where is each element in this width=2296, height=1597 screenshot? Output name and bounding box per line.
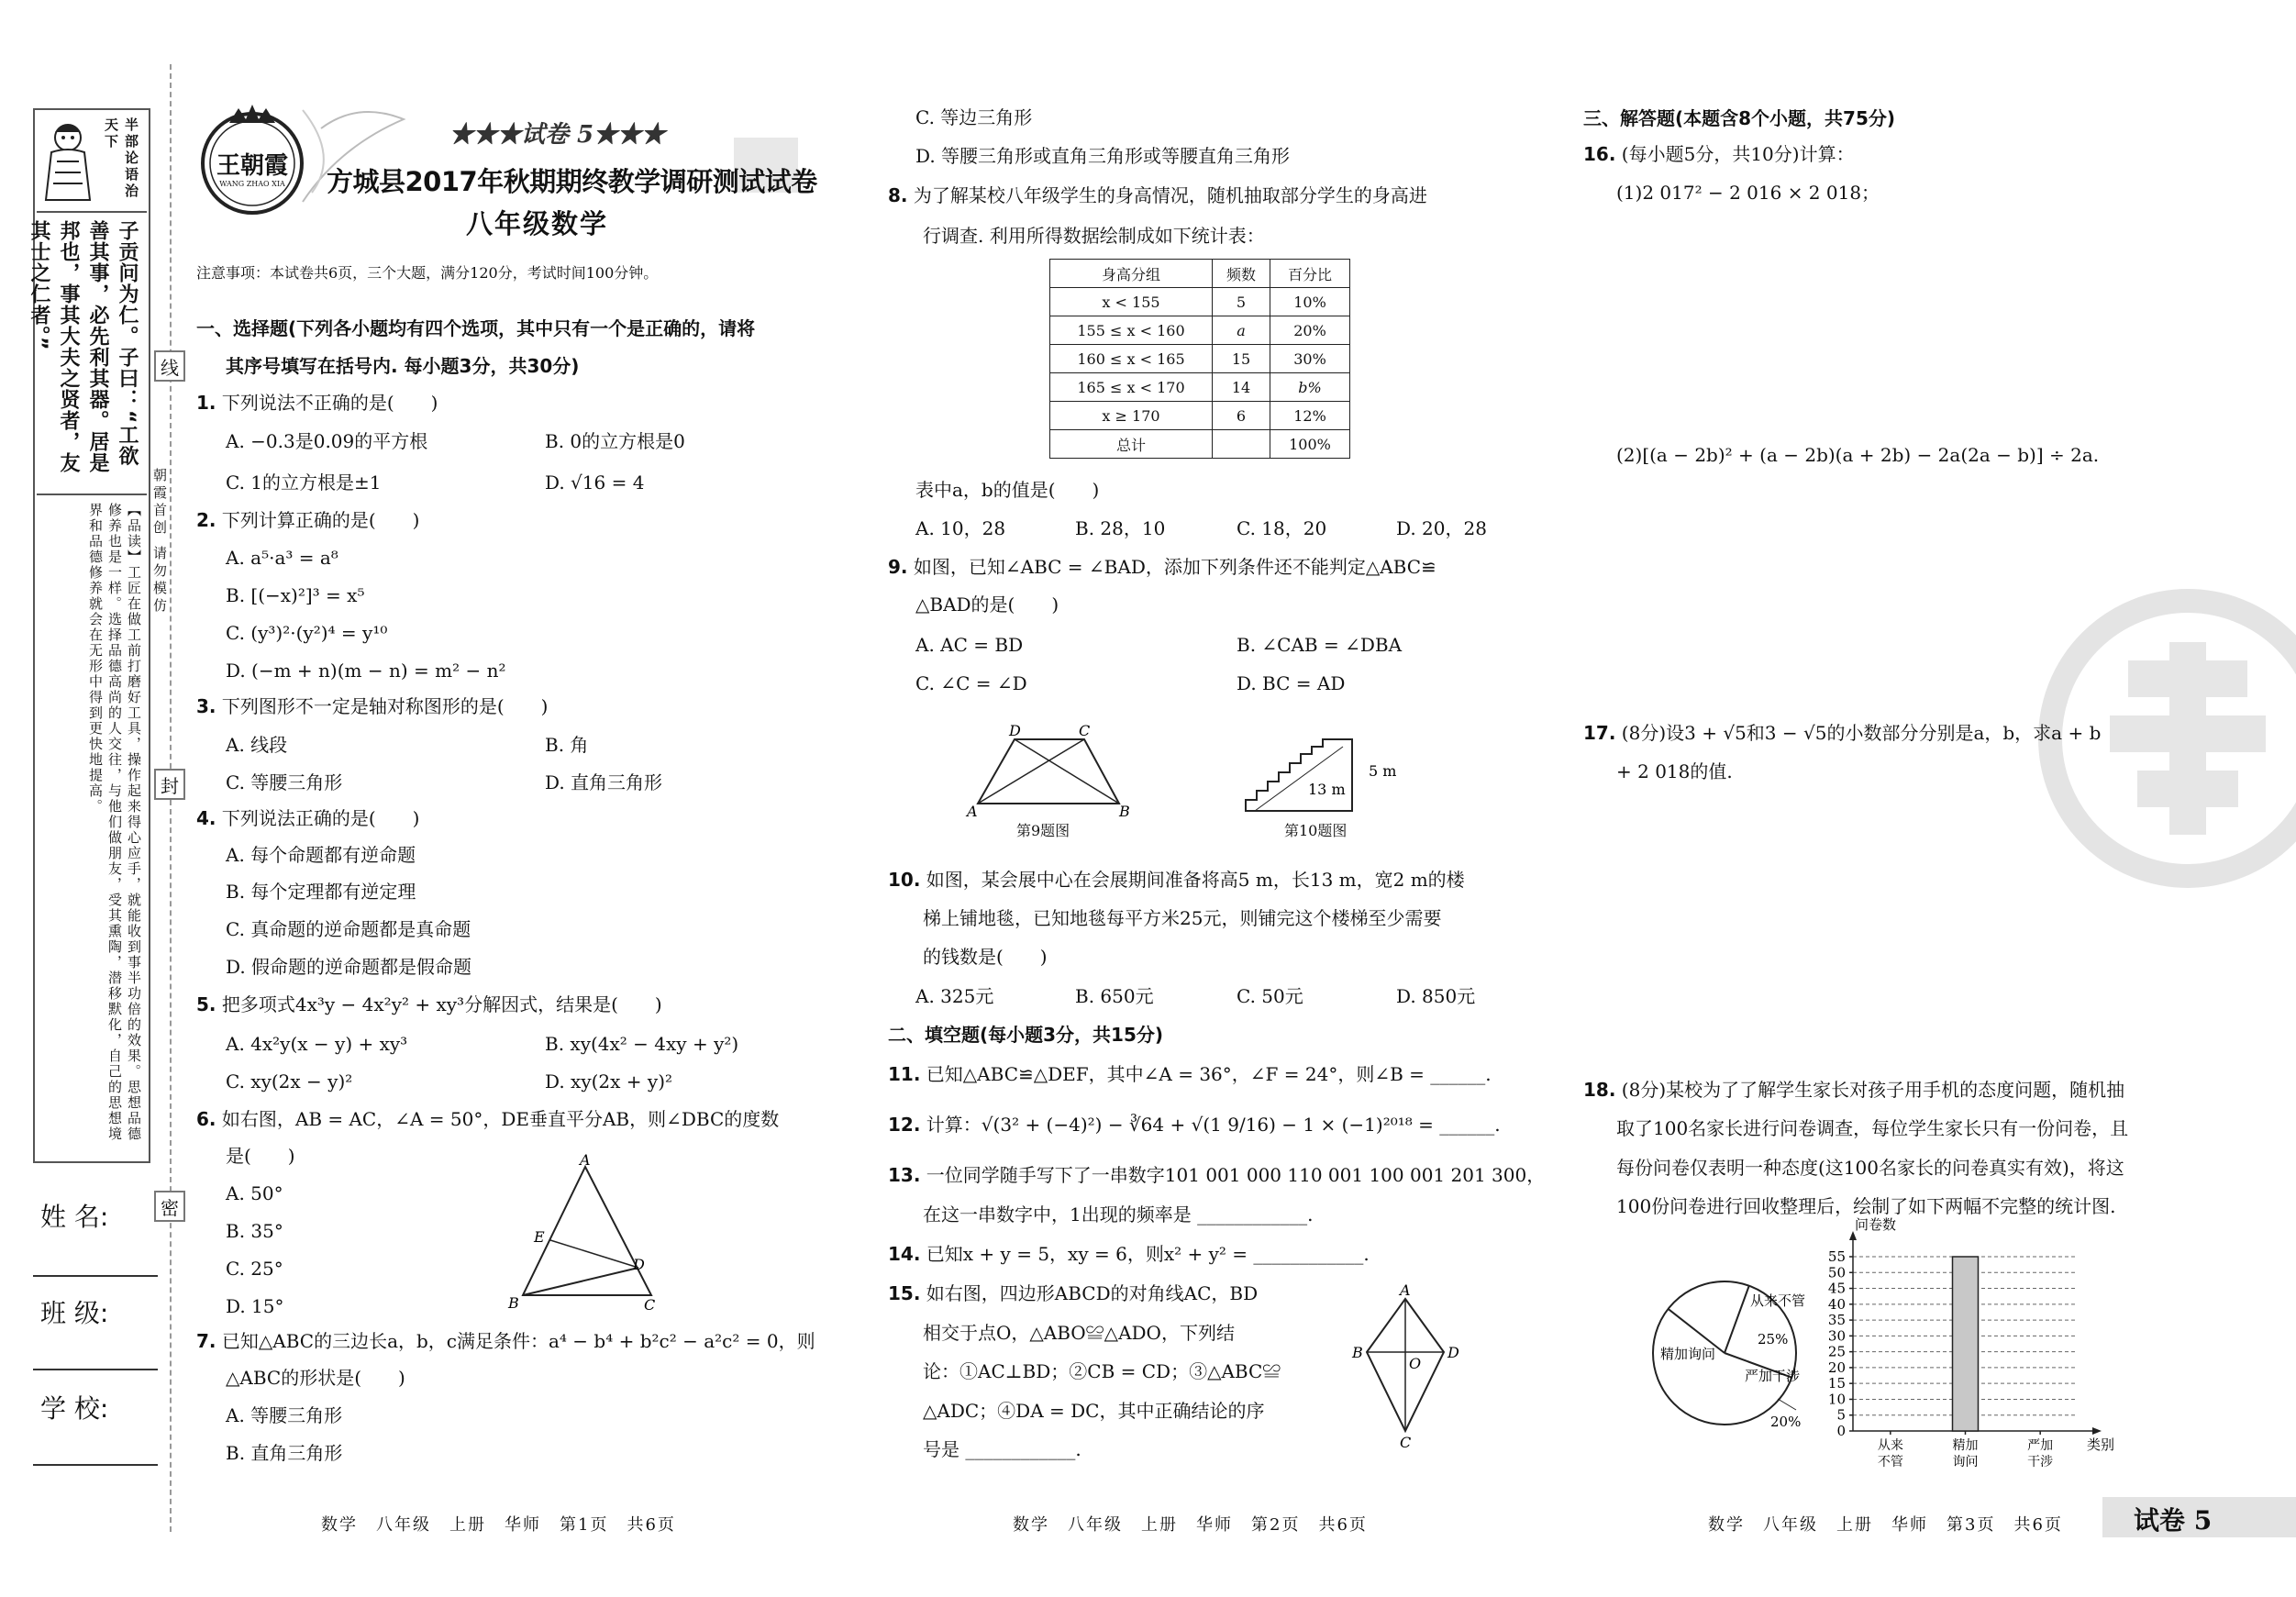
q15-label-b: B xyxy=(1352,1344,1363,1361)
table-row xyxy=(1050,402,1350,430)
q18-text: (8分)某校为了了解学生家长对孩子用手机的态度问题，随机抽 xyxy=(1621,1079,2125,1101)
q15-label-d: D xyxy=(1447,1344,1459,1361)
sidebar-commentary: 【品读】工匠在做工前打磨好工具，操作起来得心应手，就能收到事半功倍的效果。思想品德修养也是一样。选择品德高尚的人交往，与他们做朋友，受其熏陶，潜移默化，自己的思想境界和品德修养就会在无形中得到更快地提高。 xyxy=(87,503,142,1142)
q5-stem xyxy=(196,992,662,1017)
q18-stem3: 每份问卷仅表明一种态度(这100名家长的问卷真实有效)，将这 xyxy=(1616,1157,2124,1179)
table-header-row xyxy=(1050,260,1350,288)
q7-option-b[interactable]: B. 直角三角形 xyxy=(226,1442,343,1464)
q5-option-a[interactable]: A. 4x²y(x − y) + xy³ xyxy=(226,1033,408,1055)
q9-caption: 第9题图 xyxy=(1016,822,1070,839)
q9-stem xyxy=(888,554,1436,580)
q7-option-d[interactable]: D. 等腰三角形或直角三角形或等腰直角三角形 xyxy=(915,145,1291,167)
table-cell: 160 ≤ x < 165 xyxy=(1050,345,1213,373)
fold-notice: 朝霞首创 请勿模仿 xyxy=(150,468,170,651)
q10-option-b[interactable]: B. 650元 xyxy=(1075,985,1154,1007)
table-header-cell: 频数 xyxy=(1213,260,1270,288)
q13-num: 13. xyxy=(888,1164,921,1186)
q4-text: 下列说法正确的是( ) xyxy=(221,807,420,829)
q9-option-a[interactable]: A. AC = BD xyxy=(915,634,1024,656)
q18-stem2: 取了100名家长进行问卷调查，每位学生家长只有一份问卷，且 xyxy=(1616,1117,2129,1139)
pie-label-never-text: 从来不管 xyxy=(1750,1292,1806,1309)
table-cell xyxy=(1213,430,1270,459)
q5-num: 5. xyxy=(196,993,216,1015)
q10-option-c[interactable]: C. 50元 xyxy=(1237,985,1303,1007)
pie-callout-line xyxy=(1778,1399,1796,1410)
y-tick-label: 35 xyxy=(1827,1312,1846,1329)
q7-text: 已知△ABC的三边长a，b，c满足条件：a⁴ − b⁴ + b²c² − a²c² = 0，则 xyxy=(221,1330,815,1352)
q1-num: 1. xyxy=(196,392,216,414)
x-tick-label: 严加 xyxy=(2027,1438,2054,1453)
q4-option-a[interactable]: A. 每个命题都有逆命题 xyxy=(226,844,416,866)
y-tick-label: 30 xyxy=(1827,1327,1846,1345)
q18-stem xyxy=(1583,1077,2124,1103)
x-axis-label: 类别 xyxy=(2087,1436,2115,1453)
logo-sub: WANG ZHAO XIA xyxy=(219,180,285,188)
pie-label-never xyxy=(1750,1292,1805,1309)
q1-text: 下列说法不正确的是( ) xyxy=(221,392,438,414)
q3-stem xyxy=(196,693,548,719)
footer-page2: 数学 八年级 上册 华师 第2页 共6页 xyxy=(1013,1515,1368,1535)
q14-stem xyxy=(888,1241,1370,1267)
q6-label-b: B xyxy=(508,1294,519,1312)
q8-after: 表中a，b的值是( ) xyxy=(915,479,1100,501)
table-cell: a xyxy=(1213,316,1270,345)
q16-part1: (1)2 017² − 2 016 × 2 018； xyxy=(1616,182,1880,204)
y-tick-label: 5 xyxy=(1836,1406,1846,1424)
q5-option-d[interactable]: D. xy(2x + y)² xyxy=(545,1070,673,1092)
q15-label-c: C xyxy=(1400,1434,1412,1451)
table-row xyxy=(1050,316,1350,345)
x-tick-label: 询问 xyxy=(1952,1455,1979,1469)
q16-part2: (2)[(a − 2b)² + (a − 2b)(a + 2b) − 2a(2a − b)] ÷ 2a. xyxy=(1616,444,2100,466)
q9-figure xyxy=(967,722,1141,826)
paper-number: ★★★试卷 5★★★ xyxy=(449,121,666,149)
q5-option-b[interactable]: B. xy(4x² − 4xy + y²) xyxy=(545,1033,739,1055)
table-cell: 15 xyxy=(1213,345,1270,373)
q8-option-b[interactable]: B. 28，10 xyxy=(1075,517,1166,539)
bar-chart xyxy=(1807,1216,2119,1469)
q13-text: 一位同学随手写下了一串数字101 001 000 110 001 100 001 201 300， xyxy=(926,1164,1546,1186)
q15-stem4: △ADC；④DA = DC，其中正确结论的序 xyxy=(923,1400,1265,1422)
q2-option-d[interactable]: D. (−m + n)(m − n) = m² − n² xyxy=(226,660,506,682)
table-cell: 总计 xyxy=(1050,430,1213,459)
paper-subject: 八年级数学 xyxy=(466,208,609,239)
table-cell: b% xyxy=(1270,373,1350,402)
pie-label-ask: 精加询问 xyxy=(1660,1346,1716,1362)
q8-stem xyxy=(888,183,1427,208)
q5-option-c[interactable]: C. xy(2x − y)² xyxy=(226,1070,353,1092)
height-table xyxy=(1049,259,1350,459)
pie-label-strict: 严加干涉 xyxy=(1745,1368,1801,1384)
q6-stem2: 是( ) xyxy=(226,1145,295,1167)
q8-num: 8. xyxy=(888,184,908,206)
q7-stem xyxy=(196,1328,815,1354)
y-tick-label: 10 xyxy=(1827,1391,1846,1408)
table-cell: 5 xyxy=(1213,288,1270,316)
q6-label-c: C xyxy=(644,1296,656,1314)
q10-stem2: 梯上铺地毯，已知地毯每平方米25元，则铺完这个楼梯至少需要 xyxy=(923,907,1442,929)
y-axis-label: 问卷数 xyxy=(1855,1216,1897,1233)
pie-value-strict: 20% xyxy=(1770,1414,1802,1430)
x-tick-label: 精加 xyxy=(1952,1438,1979,1453)
q9-text: 如图，已知∠ABC = ∠BAD，添加下列条件还不能判定△ABC≌ xyxy=(913,556,1436,578)
q6-num: 6. xyxy=(196,1108,216,1130)
table-cell: 6 xyxy=(1213,402,1270,430)
school-field[interactable] xyxy=(33,1464,158,1466)
y-tick-label: 55 xyxy=(1827,1248,1846,1265)
school-label: 学 校: xyxy=(40,1393,109,1424)
q3-option-b[interactable]: B. 角 xyxy=(545,734,589,756)
footer-mark: 试卷 5 xyxy=(2134,1505,2213,1536)
q6-triangle-figure xyxy=(505,1151,670,1314)
q4-option-c[interactable]: C. 真命题的逆命题都是真命题 xyxy=(226,918,471,940)
table-cell: 155 ≤ x < 160 xyxy=(1050,316,1213,345)
q7-option-c[interactable]: C. 等边三角形 xyxy=(915,106,1033,128)
q16-num: 16. xyxy=(1583,143,1616,165)
x-tick-label: 从来 xyxy=(1877,1438,1903,1453)
q4-option-d[interactable]: D. 假命题的逆命题都是假命题 xyxy=(226,956,472,978)
q17-stem xyxy=(1583,720,2101,746)
q15-label-a: A xyxy=(1400,1281,1411,1299)
footer-page3: 数学 八年级 上册 华师 第3页 共6页 xyxy=(1708,1515,2063,1535)
class-field[interactable] xyxy=(33,1369,158,1370)
q16-stem xyxy=(1583,141,1855,167)
section3-title: 三、解答题(本题含8个小题，共75分) xyxy=(1583,107,1896,129)
stairs-figure xyxy=(1242,734,1407,826)
section1-title-l1: 一、选择题(下列各小题均有四个选项，其中只有一个是正确的，请将 xyxy=(196,317,756,339)
q9-option-b[interactable]: B. ∠CAB = ∠DBA xyxy=(1237,634,1403,656)
q3-text: 下列图形不一定是轴对称图形的是( ) xyxy=(221,695,549,717)
x-tick-label: 不管 xyxy=(1877,1455,1903,1469)
q15-stem xyxy=(888,1281,1258,1306)
q14-num: 14. xyxy=(888,1243,921,1265)
y-tick-label: 50 xyxy=(1827,1264,1846,1281)
table-header-cell: 身高分组 xyxy=(1050,260,1213,288)
table-row xyxy=(1050,373,1350,402)
q6-label-e: E xyxy=(534,1228,545,1246)
exam-notice: 注意事项：本试卷共6页，三个大题，满分120分，考试时间100分钟。 xyxy=(196,264,659,282)
q1-option-c[interactable]: C. 1的立方根是±1 xyxy=(226,471,382,494)
q13-stem xyxy=(888,1162,1545,1188)
y-tick-label: 15 xyxy=(1827,1375,1846,1392)
q18-stem4: 100份问卷进行回收整理后，绘制了如下两幅不完整的统计图. xyxy=(1616,1195,2116,1217)
fold-char-seal: 封 xyxy=(154,769,185,800)
q6-label-a: A xyxy=(580,1151,591,1169)
sidebar-quote: 子贡问为仁。子曰：“工欲善其事，必先利其器。居是邦也，事其大夫之贤者，友其士之仁者。” xyxy=(28,220,139,473)
q8-option-a[interactable]: A. 10，28 xyxy=(915,517,1006,539)
q3-option-a[interactable]: A. 线段 xyxy=(226,734,288,756)
q1-option-b[interactable]: B. 0的立方根是0 xyxy=(545,430,685,452)
q2-option-c[interactable]: C. (y³)²·(y²)⁴ = y¹⁰ xyxy=(226,622,388,644)
q10-num: 10. xyxy=(888,869,921,891)
q9-num: 9. xyxy=(888,556,908,578)
q7-option-a[interactable]: A. 等腰三角形 xyxy=(226,1404,343,1426)
q9-stem2: △BAD的是( ) xyxy=(915,593,1059,616)
q8-text: 为了解某校八年级学生的身高情况，随机抽取部分学生的身高进 xyxy=(913,184,1427,206)
q17-num: 17. xyxy=(1583,722,1616,744)
q10-stem xyxy=(888,867,1465,893)
name-label: 姓 名: xyxy=(40,1202,109,1232)
q18-num: 18. xyxy=(1583,1079,1616,1101)
q10-option-a[interactable]: A. 325元 xyxy=(915,985,994,1007)
q15-kite-figure xyxy=(1348,1281,1468,1451)
q15-num: 15. xyxy=(888,1282,921,1304)
q10-caption: 第10题图 xyxy=(1284,822,1348,839)
pie-chart xyxy=(1642,1270,1816,1436)
sidebar-divider xyxy=(37,494,147,495)
q2-option-a[interactable]: A. a⁵·a³ = a⁸ xyxy=(226,547,338,569)
q9-label-c: C xyxy=(1079,722,1091,739)
q15-stem5: 号是 ____________. xyxy=(923,1438,1081,1460)
q6-option-c[interactable]: C. 25° xyxy=(226,1258,283,1280)
y-tick-label: 0 xyxy=(1836,1423,1846,1439)
class-label: 班 级: xyxy=(40,1298,109,1328)
sidebar-box-title: 半部论语治天下 xyxy=(103,117,139,200)
q9-option-c[interactable]: C. ∠C = ∠D xyxy=(915,672,1027,694)
q6-option-d[interactable]: D. 15° xyxy=(226,1295,284,1317)
q4-option-b[interactable]: B. 每个定理都有逆定理 xyxy=(226,881,416,903)
fold-char-secret: 密 xyxy=(154,1191,185,1222)
q4-num: 4. xyxy=(196,807,216,829)
stairs-length-label: 13 m xyxy=(1308,781,1346,798)
q3-option-d[interactable]: D. 直角三角形 xyxy=(545,771,663,793)
y-tick-label: 20 xyxy=(1827,1359,1846,1376)
q11-num: 11. xyxy=(888,1063,921,1085)
fold-char-line: 线 xyxy=(154,350,185,382)
q6-stem xyxy=(196,1106,779,1132)
table-cell: x ≥ 170 xyxy=(1050,402,1213,430)
q10-stem3: 的钱数是( ) xyxy=(923,946,1048,968)
q2-option-b[interactable]: B. [(−x)²]³ = x⁵ xyxy=(226,584,365,606)
q13-stem2: 在这一串数字中，1出现的频率是 ____________. xyxy=(923,1203,1314,1225)
q6-option-a[interactable]: A. 50° xyxy=(226,1182,283,1204)
name-field[interactable] xyxy=(33,1275,158,1277)
q6-label-d: D xyxy=(633,1256,645,1273)
footer-page1: 数学 八年级 上册 华师 第1页 共6页 xyxy=(321,1515,676,1535)
table-cell: x < 155 xyxy=(1050,288,1213,316)
q6-option-b[interactable]: B. 35° xyxy=(226,1220,283,1242)
q2-text: 下列计算正确的是( ) xyxy=(221,509,420,531)
q7-stem2: △ABC的形状是( ) xyxy=(226,1367,405,1389)
bar xyxy=(1953,1257,1979,1431)
table-row xyxy=(1050,345,1350,373)
x-tick-label: 干涉 xyxy=(2027,1455,2054,1469)
section2-title: 二、填空题(每小题3分，共15分) xyxy=(888,1024,1164,1046)
q12-num: 12. xyxy=(888,1114,921,1136)
q4-stem xyxy=(196,805,419,831)
q11-text: 已知△ABC≌△DEF，其中∠A = 36°，∠F = 24°，则∠B = ______. xyxy=(926,1063,1492,1085)
q16-text: (每小题5分，共10分)计算： xyxy=(1621,143,1855,165)
q15-stem3: 论：①AC⊥BD；②CB = CD；③△ABC≌ xyxy=(923,1360,1281,1382)
table-header-cell: 百分比 xyxy=(1270,260,1350,288)
q2-num: 2. xyxy=(196,509,216,531)
table-cell: 10% xyxy=(1270,288,1350,316)
q2-stem xyxy=(196,507,419,533)
y-tick-label: 40 xyxy=(1827,1295,1846,1313)
q17-stem2: + 2 018的值. xyxy=(1616,760,1733,782)
q14-text: 已知x + y = 5，xy = 6，则x² + y² = ____________. xyxy=(926,1243,1370,1265)
q9-option-d[interactable]: D. BC = AD xyxy=(1237,672,1346,694)
table-cell: 20% xyxy=(1270,316,1350,345)
table-cell: 165 ≤ x < 170 xyxy=(1050,373,1213,402)
q15-stem2: 相交于点O，△ABO≌△ADO，下列结 xyxy=(923,1322,1235,1344)
q12-text: 计算：√(3² + (−4)²) − ∛64 + √(1 9/16) − 1 × (−1)²⁰¹⁸ = ______. xyxy=(926,1114,1501,1136)
table-cell: 14 xyxy=(1213,373,1270,402)
q1-option-a[interactable]: A. −0.3是0.09的平方根 xyxy=(226,430,428,452)
table-row xyxy=(1050,430,1350,459)
q17-text: (8分)设3 + √5和3 − √5的小数部分分别是a，b，求a + b xyxy=(1621,722,2102,744)
q8-option-c[interactable]: C. 18，20 xyxy=(1237,517,1327,539)
q8-option-d[interactable]: D. 20，28 xyxy=(1396,517,1487,539)
q6-text: 如右图，AB = AC，∠A = 50°，DE垂直平分AB，则∠DBC的度数 xyxy=(221,1108,780,1130)
q12-stem xyxy=(888,1112,1501,1137)
section1-title-l2: 其序号填写在括号内. 每小题3分，共30分) xyxy=(226,355,580,377)
scholar-figure-icon xyxy=(39,116,103,207)
q8-stem2: 行调查. 利用所得数据绘制成如下统计表： xyxy=(923,225,1265,247)
logo-text: 王朝霞 xyxy=(216,152,288,180)
y-tick-label: 45 xyxy=(1827,1280,1846,1297)
q3-option-c[interactable]: C. 等腰三角形 xyxy=(226,771,343,793)
y-tick-label: 25 xyxy=(1827,1343,1846,1360)
q9-label-b: B xyxy=(1119,803,1130,820)
table-row xyxy=(1050,288,1350,316)
table-cell: 30% xyxy=(1270,345,1350,373)
stairs-height-label: 5 m xyxy=(1369,762,1397,780)
q10-option-d[interactable]: D. 850元 xyxy=(1396,985,1476,1007)
paper-title: 方城县2017年秋期期终教学调研测试试卷 xyxy=(327,166,817,197)
q1-option-d[interactable]: D. √16 = 4 xyxy=(545,471,645,494)
q3-num: 3. xyxy=(196,695,216,717)
table-cell: 100% xyxy=(1270,430,1350,459)
q15-text: 如右图，四边形ABCD的对角线AC，BD xyxy=(926,1282,1259,1304)
q10-text: 如图，某会展中心在会展期间准备将高5 m，长13 m，宽2 m的楼 xyxy=(926,869,1465,891)
q15-label-o: O xyxy=(1409,1355,1422,1372)
table-cell: 12% xyxy=(1270,402,1350,430)
sidebar-title-box xyxy=(37,112,147,213)
x-axis-arrow xyxy=(2092,1427,2102,1435)
q7-num: 7. xyxy=(196,1330,216,1352)
q9-label-d: D xyxy=(1009,722,1021,739)
pie-value-never: 25% xyxy=(1758,1331,1789,1347)
q5-text: 把多项式4x³y − 4x²y² + xy³分解因式，结果是( ) xyxy=(221,993,662,1015)
q11-stem xyxy=(888,1061,1492,1087)
q1-stem xyxy=(196,390,438,416)
q9-label-a: A xyxy=(967,803,978,820)
